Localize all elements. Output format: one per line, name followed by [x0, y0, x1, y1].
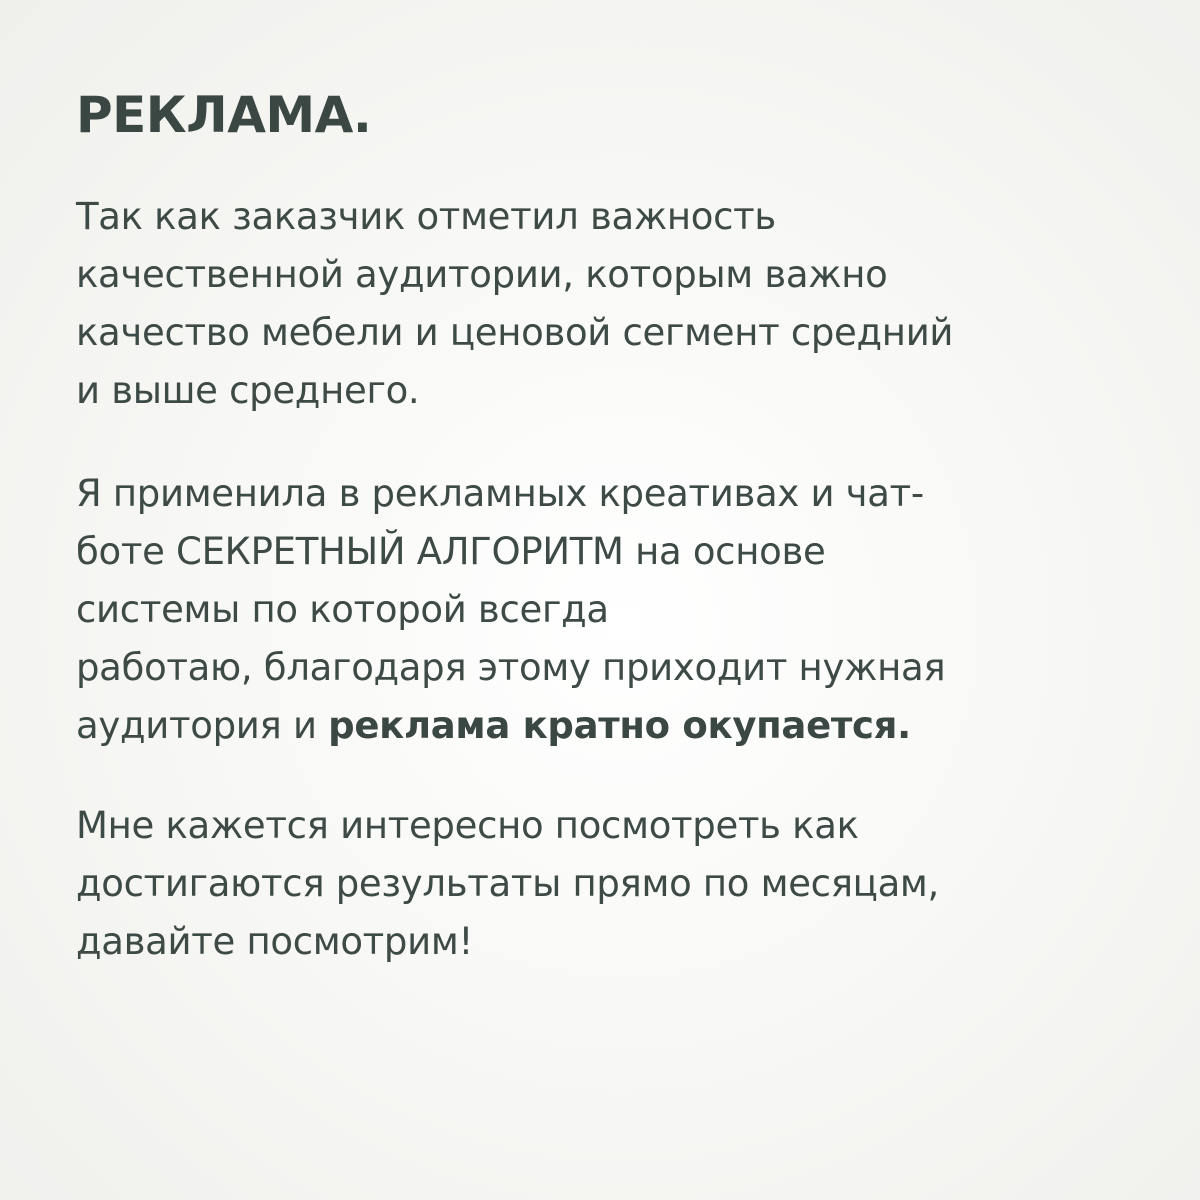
- paragraph-algorithm: [76, 465, 945, 755]
- text-line: работаю, благодаря этому приходит нужная: [76, 646, 946, 689]
- page-title: РЕКЛАМА.: [76, 86, 372, 144]
- text-line: качество мебели и ценовой сегмент средний: [76, 311, 954, 354]
- text-line: Так как заказчик отметил важность: [76, 195, 776, 238]
- text-line: качественной аудитории, которым важно: [76, 253, 888, 296]
- emphasis-text: реклама кратно окупается.: [328, 704, 911, 747]
- text-line: давайте посмотрим!: [76, 920, 474, 963]
- text-line-with-emphasis: [76, 697, 945, 755]
- text-segment: аудитория и: [76, 704, 329, 747]
- text-line: Я применила в рекламных креативах и чат-: [76, 472, 924, 515]
- paragraph-conclusion: [76, 797, 939, 971]
- paragraph-audience: [76, 188, 953, 420]
- text-line: достигаются результаты прямо по месяцам,: [76, 862, 940, 905]
- slide-content: [76, 0, 1156, 1200]
- text-line: Мне кажется интересно посмотреть как: [76, 804, 859, 847]
- text-line: боте СЕКРЕТНЫЙ АЛГОРИТМ на основе: [76, 530, 826, 573]
- text-line: и выше среднего.: [76, 369, 420, 412]
- text-line: системы по которой всегда: [76, 588, 609, 631]
